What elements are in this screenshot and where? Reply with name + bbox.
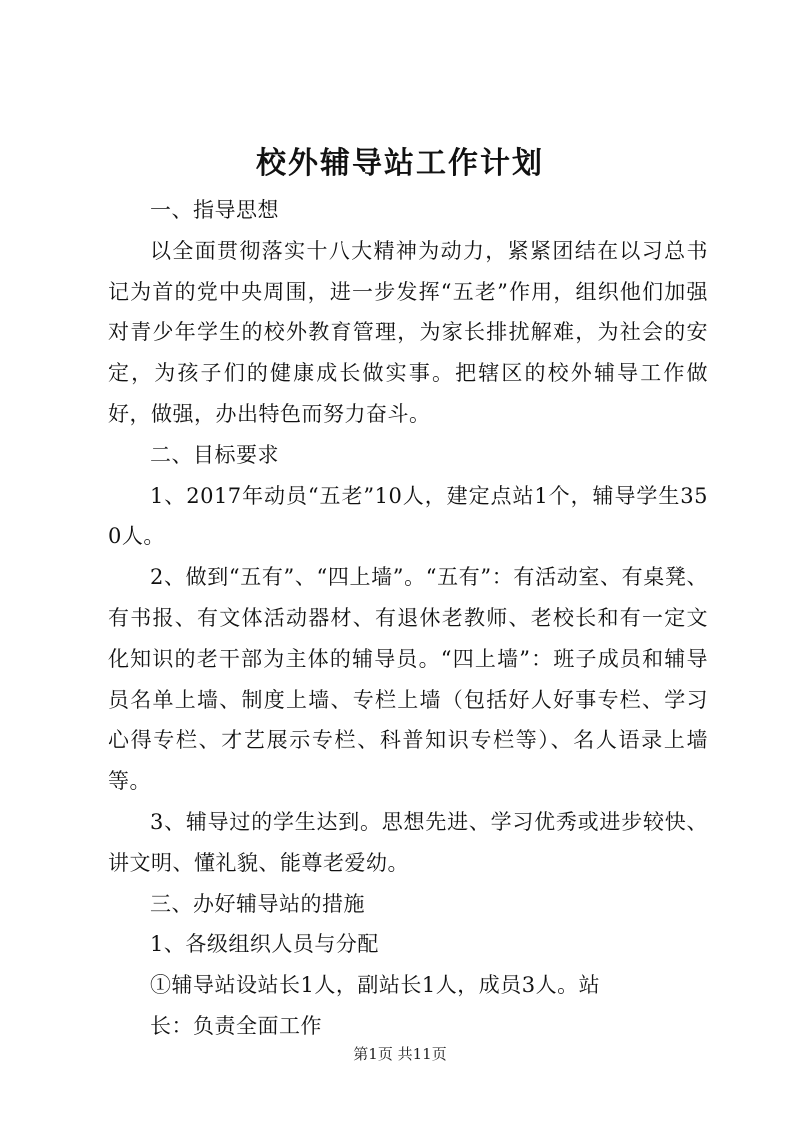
page-number-label: 第1页 共11页	[353, 1045, 447, 1063]
paragraph-staffing-1: ①辅导站设站长1人，副站长1人，成员3人。站	[150, 973, 601, 998]
paragraph-guiding-thought: 以全面贯彻落实十八大精神为动力，紧紧团结在以习总书记为首的党中央周围，进一步发挥“五老”作用，组织他们加强对青少年学生的校外教育管理，为家长排扰解难，为社会的安定，为孩子们的健康成长做实事。把辖区的校外辅导工作做好，做强，办出特色而努力奋斗。	[108, 238, 708, 426]
document-title: 校外辅导站工作计划	[256, 146, 544, 181]
paragraph-goal-2: 2、做到“五有”、“四上墙”。“五有”：有活动室、有桌凳、有书报、有文体活动器材、有退休老教师、老校长和有一定文化知识的老干部为主体的辅导员。“四上墙”：班子成员和辅导员名单上墙、制度上墙、专栏上墙（包括好人好事专栏、学习心得专栏、才艺展示专栏、科普知识专栏等）、名人语录上墙等。	[108, 565, 708, 794]
section-heading-measures: 三、办好辅导站的措施	[150, 891, 365, 916]
paragraph-staffing-2: 长：负责全面工作	[150, 1013, 322, 1038]
section-heading-guiding-thought: 一、指导思想	[150, 198, 279, 222]
paragraph-goal-1: 1、2017年动员“五老”10人，建定点站1个，辅导学生350人。	[108, 483, 708, 549]
page-footer	[0, 1044, 800, 1064]
subheading-staffing: 1、各级组织人员与分配	[150, 932, 379, 957]
paragraph-goal-3: 3、辅导过的学生达到。思想先进、学习优秀或进步较快、讲文明、懂礼貌、能尊老爱幼。	[108, 809, 708, 875]
section-heading-goals: 二、目标要求	[150, 442, 279, 467]
document-body	[108, 190, 708, 1047]
